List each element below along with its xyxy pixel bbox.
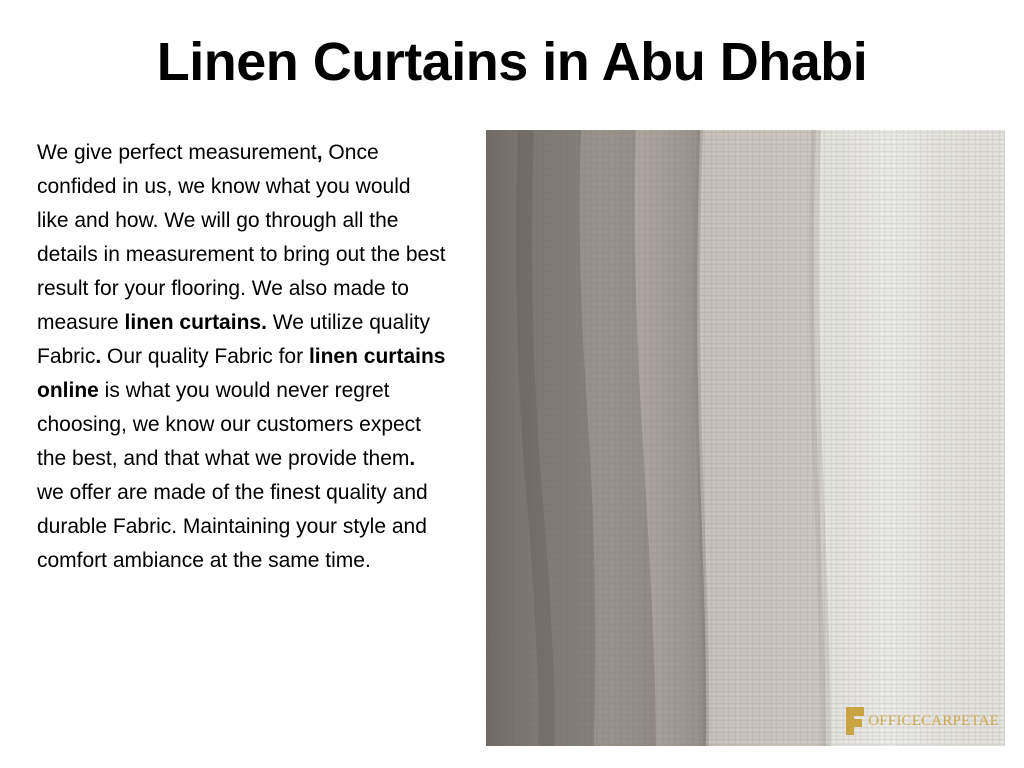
linen-curtain-photo [486, 130, 1005, 746]
text-segment: We utilize quality Fabric [37, 311, 430, 368]
text-segment: Once confided in us, we know what you would like and how. We will go through all the details in measurement to bring out the best result for your flooring. We also made to measure [37, 141, 446, 334]
watermark-logo-icon [846, 707, 864, 735]
slide-title: Linen Curtains in Abu Dhabi [156, 32, 868, 92]
curtain-illustration [486, 130, 1005, 746]
text-segment-bold: , [316, 141, 323, 164]
text-segment-bold: linen curtains online [37, 345, 446, 402]
text-segment: Our quality Fabric for [101, 345, 309, 368]
text-segment-bold: . [95, 345, 102, 368]
description-paragraph [37, 136, 447, 578]
text-segment: We give perfect measurement [37, 141, 317, 164]
photo-watermark [846, 706, 999, 736]
text-segment: we offer are made of the finest quality and durable Fabric. Maintaining your style and comfort ambiance at the same time. [37, 481, 428, 572]
text-segment-bold: linen curtains. [124, 311, 267, 334]
text-segment-bold: . [409, 447, 416, 470]
watermark-text: OFFICECARPETAE [868, 712, 999, 729]
text-segment: is what you would never regret choosing, we know our customers expect the best, and that what we provide them [37, 379, 422, 470]
